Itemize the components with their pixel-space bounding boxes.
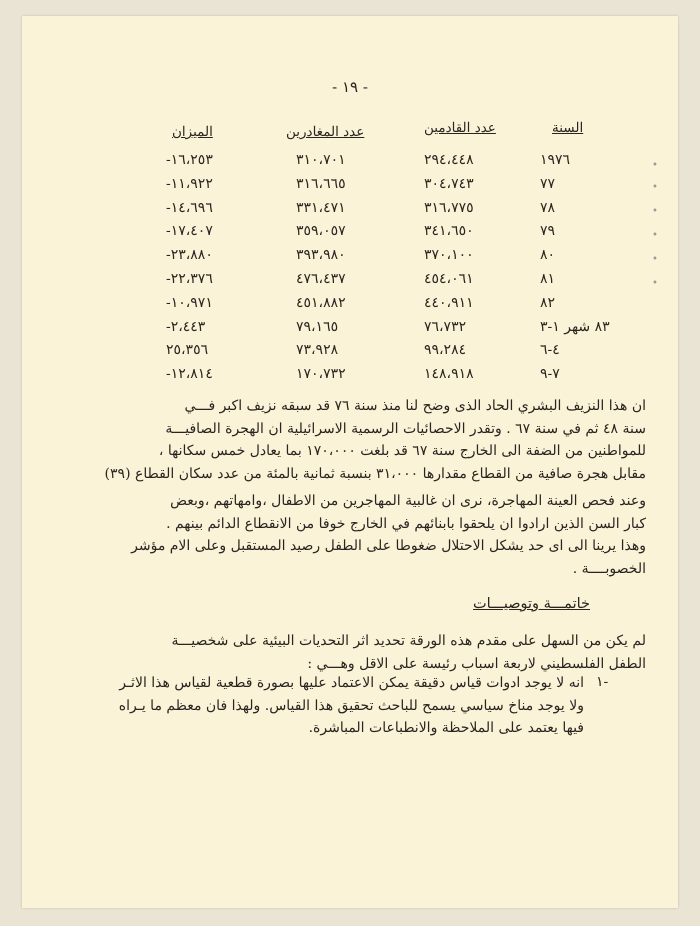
table-cell-departures: ٧٣،٩٢٨: [296, 342, 339, 359]
table-cell-departures: ٤٧٦،٤٣٧: [296, 271, 346, 287]
table-cell-year: ٨٣ شهر ١-٣: [540, 318, 610, 335]
list-item-text: [50, 672, 584, 740]
margin-dot: •: [652, 230, 658, 241]
header-year: السنة: [552, 120, 584, 136]
table-cell-year: ٨٠: [540, 247, 556, 264]
table-cell-departures: ٣١٠،٧٠١: [296, 152, 346, 168]
table-cell-departures: ١٧٠،٧٣٢: [296, 366, 346, 383]
table-cell-balance: -١٧،٤٠٧: [166, 223, 213, 240]
table-cell-year: ٨٢: [540, 294, 556, 311]
table-cell-balance: ٢٥،٣٥٦: [166, 342, 209, 359]
paragraph-line: ولا يوجد مناخ سياسي يسمح للباحث تحقيق هذا القياس. ولهذا فان معظم ما يـراه: [118, 697, 584, 714]
table-cell-balance: -٢٢،٣٧٦: [166, 271, 213, 287]
paragraph-line: للمواطنين من الضفة الى الخارج سنة ٦٧ قد بلغت ١٧٠،٠٠٠ بما يعادل خمس سكانها ،: [158, 443, 646, 459]
table-cell-balance: -١٠،٩٧١: [166, 294, 213, 311]
table-cell-balance: -١٤،٦٩٦: [166, 199, 213, 216]
table-cell-arrivals: ٣٠٤،٧٤٣: [424, 175, 474, 192]
page-number: - ١٩ -: [332, 78, 368, 96]
paragraph-line: كبار السن الذين ارادوا ان يلحقوا بابنائهم في الخارج خوفا من الانقطاع الدائم بينهم .: [166, 515, 646, 532]
paragraph-line: فيها يعتمد على الملاحظة والانطباعات المباشرة.: [308, 720, 584, 736]
header-arrivals: عدد القادمين: [424, 120, 496, 136]
table-cell-year: ٧-٩: [540, 366, 560, 383]
paragraph-line: انه لا يوجد ادوات قياس دقيقة يمكن الاعتماد عليها بصورة قطعية لقياس هذا الاثـر: [119, 675, 584, 691]
table-cell-year: ١٩٧٦: [540, 152, 571, 168]
paragraph-line: الخصوبــــة .: [572, 560, 646, 577]
table-cell-departures: ٤٥١،٨٨٢: [296, 294, 346, 311]
table-cell-arrivals: ٩٩،٢٨٤: [424, 342, 467, 359]
paragraph-2: [50, 490, 646, 580]
paragraph-line: ان هذا النزيف البشري الحاد الذى وضح لنا منذ سنة ٧٦ قد سبقه نزيف اكبر فـــي: [184, 398, 646, 414]
header-balance: الميزان: [172, 124, 213, 140]
margin-dot: •: [652, 278, 658, 289]
table-cell-year: ٤-٦: [540, 342, 560, 359]
paragraph-1: [50, 395, 646, 485]
paragraph-line: مقابل هجرة صافية من القطاع مقدارها ٣١،٠٠٠ بنسبة ثمانية بالمئة من عدد سكان القطاع (٣٩): [104, 465, 646, 482]
header-departures: عدد المغادرين: [286, 124, 365, 140]
table-cell-arrivals: ٧٦،٧٣٢: [424, 318, 467, 335]
paragraph-line: الطفل الفلسطيني لاربعة اسباب رئيسة على الاقل وهـــي :: [307, 655, 646, 672]
table-cell-balance: -٢٣،٨٨٠: [166, 247, 213, 264]
table-cell-arrivals: ٣١٦،٧٧٥: [424, 199, 474, 216]
table-cell-balance: -١١،٩٢٢: [166, 175, 213, 192]
table-cell-balance: -٢،٤٤٣: [166, 318, 206, 335]
table-cell-departures: ٣٣١،٤٧١: [296, 199, 346, 216]
margin-dot: •: [652, 182, 658, 193]
table-cell-arrivals: ٤٤٠،٩١١: [424, 294, 474, 311]
table-cell-arrivals: ٣٤١،٦٥٠: [424, 223, 474, 240]
table-cell-balance: -١٢،٨١٤: [166, 366, 213, 383]
table-cell-year: ٧٨: [540, 199, 556, 216]
table-cell-arrivals: ٢٩٤،٤٤٨: [424, 152, 474, 168]
table-cell-arrivals: ١٤٨،٩١٨: [424, 366, 474, 383]
table-cell-arrivals: ٤٥٤،٠٦١: [424, 271, 474, 287]
migration-table: [0, 0, 700, 383]
table-cell-departures: ٣١٦،٦٦٥: [296, 175, 346, 192]
table-cell-departures: ٧٩،١٦٥: [296, 318, 339, 335]
section-heading: خاتمـــة وتوصيـــات: [473, 596, 590, 612]
table-cell-departures: ٣٩٣،٩٨٠: [296, 247, 346, 264]
paragraph-line: لم يكن من السهل على مقدم هذه الورقة تحديد اثر التحديات البيئية على شخصيـــة: [171, 633, 646, 649]
margin-dot: •: [652, 206, 658, 217]
table-cell-year: ٧٧: [540, 175, 556, 192]
paragraph-3: [50, 630, 646, 675]
table-cell-year: ٨١: [540, 271, 556, 287]
table-cell-departures: ٣٥٩،٠٥٧: [296, 223, 346, 240]
margin-dot: •: [652, 254, 658, 265]
table-cell-balance: -١٦،٢٥٣: [166, 152, 213, 168]
list-item-number: ١-: [596, 674, 609, 690]
paragraph-line: سنة ٤٨ ثم في سنة ٦٧ . وتقدر الاحصائيات الرسمية الاسرائيلية ان الهجرة الصافيـــة: [165, 420, 646, 437]
margin-dot: •: [652, 160, 658, 171]
paragraph-line: وهذا يرينا الى اى حد يشكل الاحتلال ضغوطا على الطفل رصيد المستقبل وعلى الام مؤشر: [131, 538, 646, 554]
table-cell-year: ٧٩: [540, 223, 556, 240]
table-cell-arrivals: ٣٧٠،١٠٠: [424, 247, 474, 264]
paragraph-line: وعند فحص العينة المهاجرة، نرى ان غالبية المهاجرين من الاطفال ،وامهاتهم ،وبعض: [170, 493, 646, 509]
